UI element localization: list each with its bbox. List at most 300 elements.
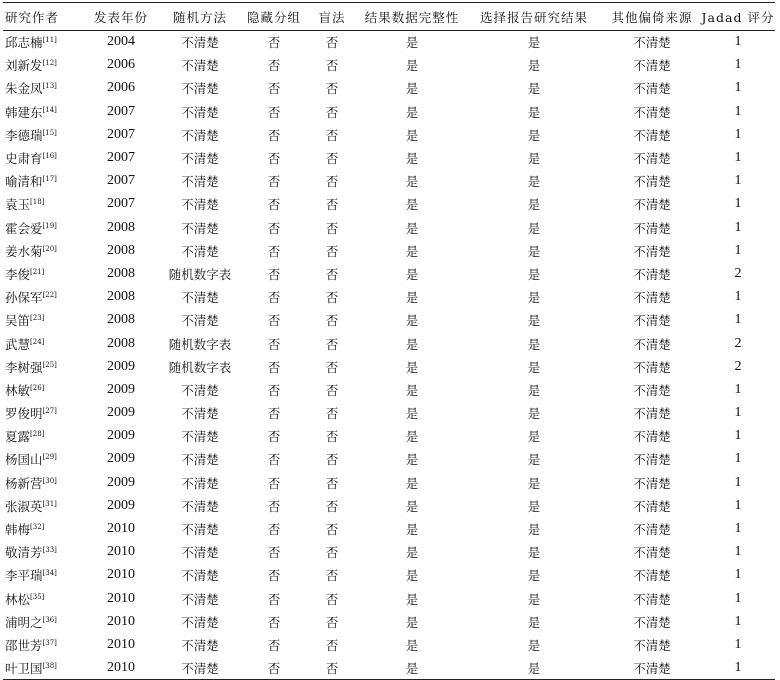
cell-selective-reporting: 是 [527, 104, 541, 120]
cell-jadad-score: 1 [734, 80, 742, 96]
cell-random-method: 不清楚 [181, 591, 219, 607]
cell-author [3, 262, 85, 285]
cell-blinding: 否 [325, 174, 339, 190]
cell-selective-reporting: 是 [527, 336, 541, 352]
cell-selective-reporting: 是 [527, 614, 541, 630]
cell-author [3, 31, 85, 54]
table-row [3, 402, 775, 425]
cell-random-method: 不清楚 [181, 475, 219, 491]
cell-selective-reporting: 是 [527, 475, 541, 491]
cell-year: 2009 [107, 428, 135, 444]
author-name: 邵世芳 [5, 637, 43, 653]
cell-jadad-score: 1 [701, 657, 775, 680]
cell-author [3, 657, 85, 680]
header-author: 研究作者 [3, 3, 85, 31]
cell-selective-reporting: 是 [527, 429, 541, 445]
table-row [3, 564, 775, 587]
cell-allocation-concealment: 否 [267, 151, 281, 167]
cell-other-bias: 不清楚 [633, 266, 671, 282]
cell-outcome-completeness: 是 [405, 35, 419, 51]
cell-jadad-score: 2 [734, 335, 742, 351]
cell-allocation-concealment: 否 [267, 475, 281, 491]
cell-allocation-concealment: 否 [267, 174, 281, 190]
cell-selective-reporting: 是 [527, 35, 541, 51]
cell-outcome-completeness: 是 [405, 197, 419, 213]
cell-jadad-score: 1 [734, 636, 742, 652]
cell-other-bias: 不清楚 [633, 522, 671, 538]
cell-jadad-score: 1 [734, 103, 742, 119]
cell-other-bias: 不清楚 [633, 382, 671, 398]
cell-author [3, 564, 85, 587]
cell-outcome-completeness: 是 [405, 290, 419, 306]
table-row [3, 100, 775, 123]
cell-jadad-score: 1 [734, 150, 742, 166]
author-name: 李德瑞 [5, 127, 43, 143]
author-name: 杨国山 [5, 452, 43, 468]
header-blinding: 盲法 [305, 3, 359, 31]
cell-other-bias: 不清楚 [633, 220, 671, 236]
table-row [3, 471, 775, 494]
cell-blinding: 否 [325, 290, 339, 306]
cell-random-method: 不清楚 [181, 290, 219, 306]
table-row [3, 77, 775, 100]
cell-blinding: 否 [325, 220, 339, 236]
table-row [3, 54, 775, 77]
cell-other-bias: 不清楚 [633, 104, 671, 120]
author-name: 喻清和 [5, 174, 43, 190]
cell-jadad-score: 1 [734, 405, 742, 421]
cell-author [3, 517, 85, 540]
cell-other-bias: 不清楚 [633, 568, 671, 584]
cell-random-method: 不清楚 [181, 243, 219, 259]
cell-author [3, 355, 85, 378]
table-row [3, 216, 775, 239]
cell-other-bias: 不清楚 [633, 127, 671, 143]
table-row [3, 332, 775, 355]
reference-number: [34] [42, 569, 57, 578]
cell-outcome-completeness: 是 [405, 614, 419, 630]
author-name: 朱金凤 [5, 81, 43, 97]
cell-author [3, 309, 85, 332]
cell-jadad-score: 1 [734, 474, 742, 490]
author-name: 林敏 [5, 382, 31, 398]
cell-allocation-concealment: 否 [267, 81, 281, 97]
cell-allocation-concealment: 否 [267, 429, 281, 445]
cell-other-bias: 不清楚 [633, 243, 671, 259]
cell-outcome-completeness: 是 [405, 522, 419, 538]
cell-random-method: 不清楚 [181, 382, 219, 398]
cell-random-method: 不清楚 [181, 197, 219, 213]
cell-year: 2008 [107, 335, 135, 351]
cell-author [3, 286, 85, 309]
cell-jadad-score: 1 [734, 428, 742, 444]
cell-blinding: 否 [325, 35, 339, 51]
reference-number: [31] [42, 499, 57, 508]
cell-author [3, 77, 85, 100]
cell-outcome-completeness: 是 [405, 568, 419, 584]
author-name: 吴笛 [5, 313, 31, 329]
table-row [3, 541, 775, 564]
cell-allocation-concealment: 否 [267, 266, 281, 282]
table-row [3, 517, 775, 540]
cell-allocation-concealment: 否 [267, 406, 281, 422]
cell-other-bias: 不清楚 [633, 429, 671, 445]
table-row [3, 448, 775, 471]
cell-selective-reporting: 是 [527, 452, 541, 468]
cell-random-method: 不清楚 [181, 637, 219, 653]
cell-outcome-completeness: 是 [405, 498, 419, 514]
cell-year: 2009 [107, 497, 135, 513]
cell-blinding: 否 [325, 243, 339, 259]
cell-other-bias: 不清楚 [633, 498, 671, 514]
cell-year: 2009 [107, 381, 135, 397]
cell-blinding: 否 [325, 452, 339, 468]
reference-number: [32] [30, 523, 45, 532]
cell-allocation-concealment: 否 [267, 614, 281, 630]
cell-year: 2007 [107, 150, 135, 166]
table-row [3, 657, 775, 680]
cell-other-bias: 不清楚 [633, 359, 671, 375]
header-year: 发表年份 [85, 3, 157, 31]
author-name: 姜水菊 [5, 243, 43, 259]
header-allocation-concealment: 隐藏分组 [243, 3, 305, 31]
cell-author [3, 54, 85, 77]
reference-number: [23] [30, 314, 45, 323]
cell-year: 2006 [107, 57, 135, 73]
cell-blinding: 否 [325, 151, 339, 167]
cell-year: 2007 [107, 173, 135, 189]
cell-selective-reporting: 是 [527, 568, 541, 584]
table-row [3, 587, 775, 610]
table-row [3, 262, 775, 285]
cell-selective-reporting: 是 [527, 151, 541, 167]
cell-blinding: 否 [325, 545, 339, 561]
cell-blinding: 否 [325, 637, 339, 653]
cell-other-bias: 不清楚 [633, 452, 671, 468]
cell-selective-reporting: 是 [527, 266, 541, 282]
cell-jadad-score: 1 [734, 173, 742, 189]
cell-year: 2008 [107, 265, 135, 281]
header-random-method: 随机方法 [157, 3, 243, 31]
cell-blinding: 否 [325, 498, 339, 514]
author-name: 史肃育 [5, 151, 43, 167]
author-name: 罗俊明 [5, 406, 43, 422]
cell-author [3, 170, 85, 193]
cell-other-bias: 不清楚 [633, 475, 671, 491]
author-name: 杨新营 [5, 475, 43, 491]
cell-year: 2007 [107, 126, 135, 142]
cell-allocation-concealment: 否 [267, 452, 281, 468]
author-name: 孙保军 [5, 290, 43, 306]
cell-allocation-concealment: 否 [267, 591, 281, 607]
reference-number: [38] [42, 661, 57, 670]
reference-number: [12] [42, 59, 57, 68]
cell-jadad-score: 1 [734, 242, 742, 258]
cell-selective-reporting: 是 [527, 382, 541, 398]
cell-author [3, 146, 85, 169]
cell-outcome-completeness: 是 [405, 429, 419, 445]
cell-year: 2007 [107, 103, 135, 119]
cell-year: 2010 [107, 613, 135, 629]
reference-number: [21] [30, 267, 45, 276]
cell-selective-reporting: 是 [465, 657, 603, 680]
reference-number: [13] [42, 82, 57, 91]
cell-selective-reporting: 是 [527, 243, 541, 259]
cell-allocation-concealment: 否 [267, 568, 281, 584]
cell-other-bias: 不清楚 [633, 406, 671, 422]
author-name: 李树强 [5, 359, 43, 375]
cell-selective-reporting: 是 [527, 313, 541, 329]
reference-number: [30] [42, 476, 57, 485]
cell-blinding: 否 [325, 336, 339, 352]
table-row [3, 31, 775, 54]
cell-blinding: 否 [325, 127, 339, 143]
cell-allocation-concealment: 否 [267, 336, 281, 352]
header-other-bias: 其他偏倚来源 [603, 3, 701, 31]
cell-other-bias: 不清楚 [633, 545, 671, 561]
reference-number: [11] [42, 36, 57, 45]
cell-blinding: 否 [325, 359, 339, 375]
cell-selective-reporting: 是 [527, 637, 541, 653]
cell-blinding: 否 [325, 568, 339, 584]
cell-allocation-concealment: 否 [243, 657, 305, 680]
cell-allocation-concealment: 否 [267, 637, 281, 653]
cell-allocation-concealment: 否 [267, 290, 281, 306]
cell-blinding: 否 [325, 406, 339, 422]
cell-year: 2010 [107, 590, 135, 606]
cell-author [3, 378, 85, 401]
cell-jadad-score: 1 [734, 497, 742, 513]
cell-jadad-score: 1 [734, 521, 742, 537]
cell-outcome-completeness: 是 [405, 452, 419, 468]
cell-author [3, 471, 85, 494]
cell-selective-reporting: 是 [527, 290, 541, 306]
cell-selective-reporting: 是 [527, 220, 541, 236]
cell-outcome-completeness: 是 [405, 104, 419, 120]
author-name: 浦明之 [5, 614, 43, 630]
cell-author [3, 239, 85, 262]
cell-blinding: 否 [325, 197, 339, 213]
cell-other-bias: 不清楚 [633, 313, 671, 329]
cell-jadad-score: 1 [734, 381, 742, 397]
table-row [3, 239, 775, 262]
cell-random-method: 不清楚 [181, 104, 219, 120]
table-row [3, 123, 775, 146]
cell-year: 2008 [107, 289, 135, 305]
table-row [3, 170, 775, 193]
cell-jadad-score: 1 [734, 590, 742, 606]
cell-random-method: 不清楚 [181, 127, 219, 143]
cell-author [3, 193, 85, 216]
cell-jadad-score: 1 [734, 567, 742, 583]
cell-author [3, 587, 85, 610]
cell-blinding: 否 [325, 614, 339, 630]
cell-allocation-concealment: 否 [267, 197, 281, 213]
cell-year: 2004 [107, 34, 135, 50]
cell-other-bias: 不清楚 [633, 290, 671, 306]
reference-number: [25] [42, 360, 57, 369]
cell-author [3, 402, 85, 425]
table-row [3, 193, 775, 216]
cell-random-method: 随机数字表 [168, 266, 232, 282]
cell-allocation-concealment: 否 [267, 220, 281, 236]
reference-number: [15] [42, 128, 57, 137]
cell-random-method: 不清楚 [181, 174, 219, 190]
cell-outcome-completeness: 是 [405, 475, 419, 491]
cell-author [3, 425, 85, 448]
cell-allocation-concealment: 否 [267, 522, 281, 538]
cell-author [3, 494, 85, 517]
table-row [3, 425, 775, 448]
author-name: 李平瑞 [5, 568, 43, 584]
cell-random-method: 不清楚 [157, 657, 243, 680]
cell-outcome-completeness: 是 [405, 591, 419, 607]
table-row [3, 286, 775, 309]
cell-allocation-concealment: 否 [267, 545, 281, 561]
cell-jadad-score: 2 [734, 358, 742, 374]
cell-other-bias: 不清楚 [633, 591, 671, 607]
cell-selective-reporting: 是 [527, 406, 541, 422]
reference-number: [16] [42, 152, 57, 161]
cell-blinding: 否 [325, 429, 339, 445]
cell-selective-reporting: 是 [527, 522, 541, 538]
table-row [3, 633, 775, 656]
cell-year: 2010 [107, 636, 135, 652]
quality-assessment-table [3, 2, 775, 680]
reference-number: [19] [42, 221, 57, 230]
cell-year: 2009 [107, 405, 135, 421]
reference-number: [33] [42, 546, 57, 555]
cell-selective-reporting: 是 [527, 58, 541, 74]
cell-random-method: 不清楚 [181, 429, 219, 445]
author-name: 敬清芳 [5, 545, 43, 561]
cell-year: 2006 [107, 80, 135, 96]
cell-jadad-score: 1 [734, 57, 742, 73]
cell-blinding: 否 [325, 104, 339, 120]
cell-jadad-score: 1 [734, 196, 742, 212]
reference-number: [24] [30, 337, 45, 346]
cell-outcome-completeness: 是 [359, 657, 465, 680]
cell-other-bias: 不清楚 [633, 174, 671, 190]
cell-jadad-score: 1 [734, 289, 742, 305]
reference-number: [29] [42, 453, 57, 462]
reference-number: [20] [42, 244, 57, 253]
author-name: 刘新发 [5, 58, 43, 74]
cell-random-method: 不清楚 [181, 568, 219, 584]
cell-allocation-concealment: 否 [267, 104, 281, 120]
cell-author [3, 541, 85, 564]
cell-jadad-score: 1 [734, 126, 742, 142]
cell-outcome-completeness: 是 [405, 336, 419, 352]
cell-author [3, 633, 85, 656]
cell-other-bias: 不清楚 [633, 35, 671, 51]
cell-jadad-score: 1 [734, 312, 742, 328]
author-name: 霍会爱 [5, 220, 43, 236]
cell-random-method: 随机数字表 [168, 359, 232, 375]
cell-selective-reporting: 是 [527, 545, 541, 561]
cell-author [3, 100, 85, 123]
table-row [3, 494, 775, 517]
cell-outcome-completeness: 是 [405, 58, 419, 74]
cell-outcome-completeness: 是 [405, 382, 419, 398]
cell-random-method: 不清楚 [181, 614, 219, 630]
cell-other-bias: 不清楚 [633, 336, 671, 352]
cell-blinding: 否 [325, 81, 339, 97]
cell-random-method: 不清楚 [181, 452, 219, 468]
header-jadad-score: Jadad 评分 [701, 3, 775, 31]
table-header-row [3, 3, 775, 31]
author-name: 张淑英 [5, 498, 43, 514]
cell-year: 2010 [107, 521, 135, 537]
cell-author [3, 332, 85, 355]
cell-other-bias: 不清楚 [633, 197, 671, 213]
cell-outcome-completeness: 是 [405, 81, 419, 97]
cell-outcome-completeness: 是 [405, 545, 419, 561]
cell-allocation-concealment: 否 [267, 498, 281, 514]
cell-random-method: 随机数字表 [168, 336, 232, 352]
reference-number: [17] [42, 175, 57, 184]
header-outcome-completeness: 结果数据完整性 [359, 3, 465, 31]
cell-year: 2010 [107, 567, 135, 583]
cell-allocation-concealment: 否 [267, 313, 281, 329]
cell-blinding: 否 [325, 591, 339, 607]
cell-jadad-score: 1 [734, 451, 742, 467]
header-selective-reporting: 选择报告研究结果 [465, 3, 603, 31]
table-row [3, 309, 775, 332]
cell-selective-reporting: 是 [527, 591, 541, 607]
cell-author [3, 448, 85, 471]
cell-allocation-concealment: 否 [267, 35, 281, 51]
cell-year: 2007 [107, 196, 135, 212]
reference-number: [27] [42, 407, 57, 416]
author-name: 李俊 [5, 266, 31, 282]
cell-other-bias: 不清楚 [603, 657, 701, 680]
cell-random-method: 不清楚 [181, 220, 219, 236]
reference-number: [35] [30, 592, 45, 601]
cell-year: 2010 [85, 657, 157, 680]
cell-other-bias: 不清楚 [633, 614, 671, 630]
reference-number: [22] [42, 291, 57, 300]
cell-year: 2008 [107, 242, 135, 258]
cell-random-method: 不清楚 [181, 35, 219, 51]
cell-other-bias: 不清楚 [633, 81, 671, 97]
cell-author [3, 610, 85, 633]
cell-blinding: 否 [325, 522, 339, 538]
author-name: 韩梅 [5, 522, 31, 538]
cell-random-method: 不清楚 [181, 545, 219, 561]
cell-jadad-score: 1 [734, 219, 742, 235]
cell-author [3, 123, 85, 146]
cell-jadad-score: 1 [734, 544, 742, 560]
cell-author [3, 216, 85, 239]
cell-random-method: 不清楚 [181, 313, 219, 329]
cell-selective-reporting: 是 [527, 127, 541, 143]
cell-random-method: 不清楚 [181, 81, 219, 97]
cell-outcome-completeness: 是 [405, 637, 419, 653]
cell-selective-reporting: 是 [527, 359, 541, 375]
cell-selective-reporting: 是 [527, 498, 541, 514]
cell-other-bias: 不清楚 [633, 58, 671, 74]
cell-other-bias: 不清楚 [633, 637, 671, 653]
cell-allocation-concealment: 否 [267, 58, 281, 74]
cell-blinding: 否 [325, 475, 339, 491]
table-row [3, 355, 775, 378]
cell-outcome-completeness: 是 [405, 151, 419, 167]
cell-blinding: 否 [325, 382, 339, 398]
cell-jadad-score: 1 [734, 613, 742, 629]
reference-number: [37] [42, 638, 57, 647]
cell-allocation-concealment: 否 [267, 382, 281, 398]
